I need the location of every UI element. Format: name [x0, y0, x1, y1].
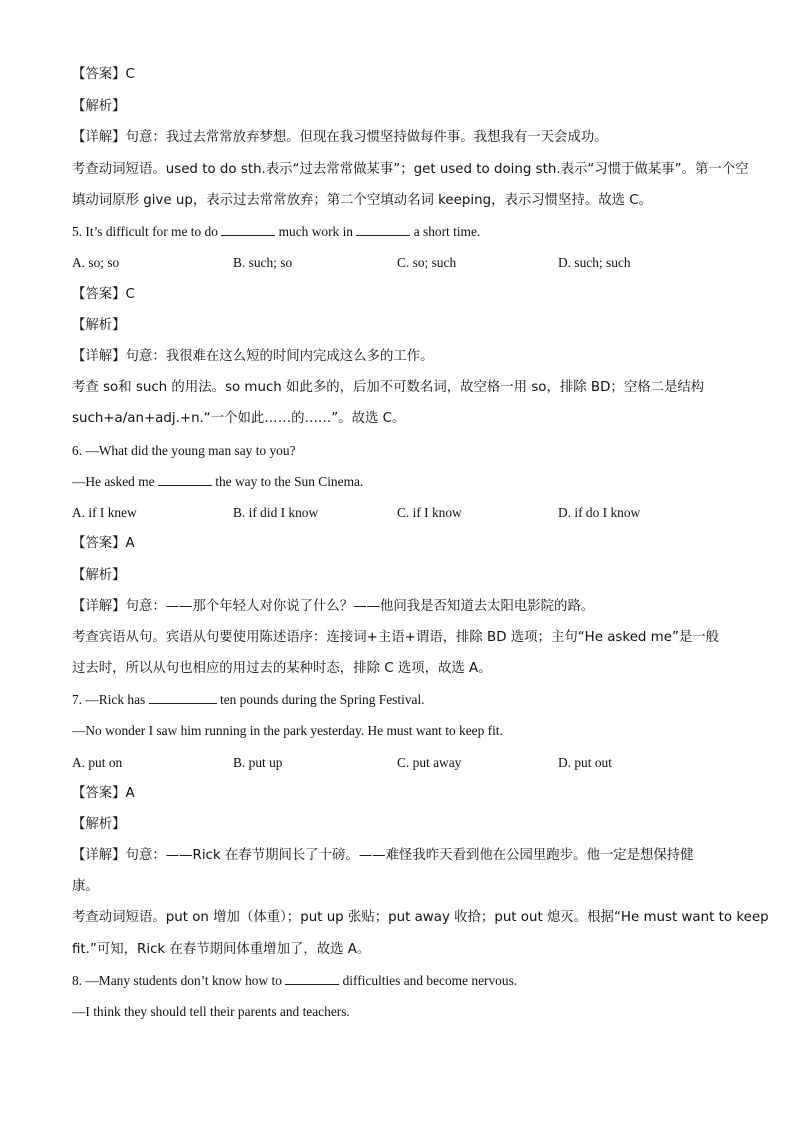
- answer-blank: [158, 473, 212, 486]
- question-stem: —No wonder I saw him running in the park yesterday. He must want to keep fit.: [72, 723, 503, 738]
- answer-blank: [356, 223, 410, 236]
- stem-text: 5. It’s difficult for me to do: [72, 224, 222, 239]
- analysis-label: 【解析】: [72, 817, 126, 832]
- option-a: A. if I knew: [72, 505, 137, 520]
- question-stem: [72, 223, 732, 241]
- analysis-label: 【解析】: [72, 318, 126, 333]
- explanation-line: fit.”可知，Rick 在春节期间体重增加了，故选 A。: [72, 942, 371, 957]
- explanation-line: 考查宾语从句。宾语从句要使用陈述语序：连接词+主语+谓语，排除 BD 选项；主句“He asked me”是一般: [72, 630, 720, 645]
- explanation-line: such+a/an+adj.+n.“一个如此……的……”。故选 C。: [72, 411, 406, 426]
- explanation-line: 填动词原形 give up，表示过去常常放弃；第二个空填动名词 keeping，表示习惯坚持。故选 C。: [72, 193, 652, 208]
- answer-label: 【答案】A: [72, 786, 135, 801]
- detail-text: 【详解】句意：我很难在这么短的时间内完成这么多的工作。: [72, 349, 434, 364]
- option-d: D. such; such: [558, 255, 631, 270]
- question-stem: [72, 691, 732, 709]
- question-stem: [72, 473, 732, 491]
- option-c: C. put away: [397, 755, 462, 770]
- question-stem: —I think they should tell their parents and teachers.: [72, 1004, 350, 1019]
- answer-blank: [285, 972, 339, 985]
- option-b: B. put up: [233, 755, 283, 770]
- question-stem: [72, 972, 732, 990]
- detail-text: 康。: [72, 879, 99, 894]
- option-c: C. if I know: [397, 505, 462, 520]
- detail-text: 【详解】句意：我过去常常放弃梦想。但现在我习惯坚持做每件事。我想我有一天会成功。: [72, 130, 608, 145]
- stem-text: ten pounds during the Spring Festival.: [216, 692, 425, 707]
- option-a: A. put on: [72, 755, 123, 770]
- option-a: A. so; so: [72, 255, 120, 270]
- explanation-line: 考查动词短语。put on 增加（体重）；put up 张贴；put away 收拾；put out 熄灭。根据“He must want to keep: [72, 910, 769, 925]
- answer-label: 【答案】C: [72, 67, 135, 82]
- stem-text: 8. —Many students don’t know how to: [72, 973, 286, 988]
- explanation-line: 考查 so和 such 的用法。so much 如此多的，后加不可数名词，故空格一用 so，排除 BD；空格二是结构: [72, 380, 705, 395]
- option-d: D. if do I know: [558, 505, 641, 520]
- answer-label: 【答案】C: [72, 287, 135, 302]
- answer-label: 【答案】A: [72, 536, 135, 551]
- question-stem: 6. —What did the young man say to you?: [72, 443, 296, 458]
- option-d: D. put out: [558, 755, 612, 770]
- explanation-line: 考查动词短语。used to do sth.表示“过去常常做某事”；get used to doing sth.表示“习惯于做某事”。第一个空: [72, 162, 749, 177]
- option-c: C. so; such: [397, 255, 457, 270]
- stem-text: a short time.: [410, 224, 481, 239]
- explanation-line: 过去时，所以从句也相应的用过去的某种时态，排除 C 选项，故选 A。: [72, 661, 492, 676]
- detail-text: 【详解】句意：——Rick 在春节期间长了十磅。——难怪我昨天看到他在公园里跑步。他一定是想保持健: [72, 848, 694, 863]
- answer-blank: [221, 223, 275, 236]
- stem-text: difficulties and become nervous.: [339, 973, 518, 988]
- stem-text: much work in: [275, 224, 357, 239]
- option-b: B. if did I know: [233, 505, 319, 520]
- detail-text: 【详解】句意：——那个年轻人对你说了什么？——他问我是否知道去太阳电影院的路。: [72, 599, 595, 614]
- analysis-label: 【解析】: [72, 99, 126, 114]
- stem-text: 7. —Rick has: [72, 692, 149, 707]
- option-b: B. such; so: [233, 255, 293, 270]
- stem-text: —He asked me: [72, 474, 158, 489]
- stem-text: the way to the Sun Cinema.: [211, 474, 364, 489]
- analysis-label: 【解析】: [72, 568, 126, 583]
- answer-blank: [149, 691, 217, 704]
